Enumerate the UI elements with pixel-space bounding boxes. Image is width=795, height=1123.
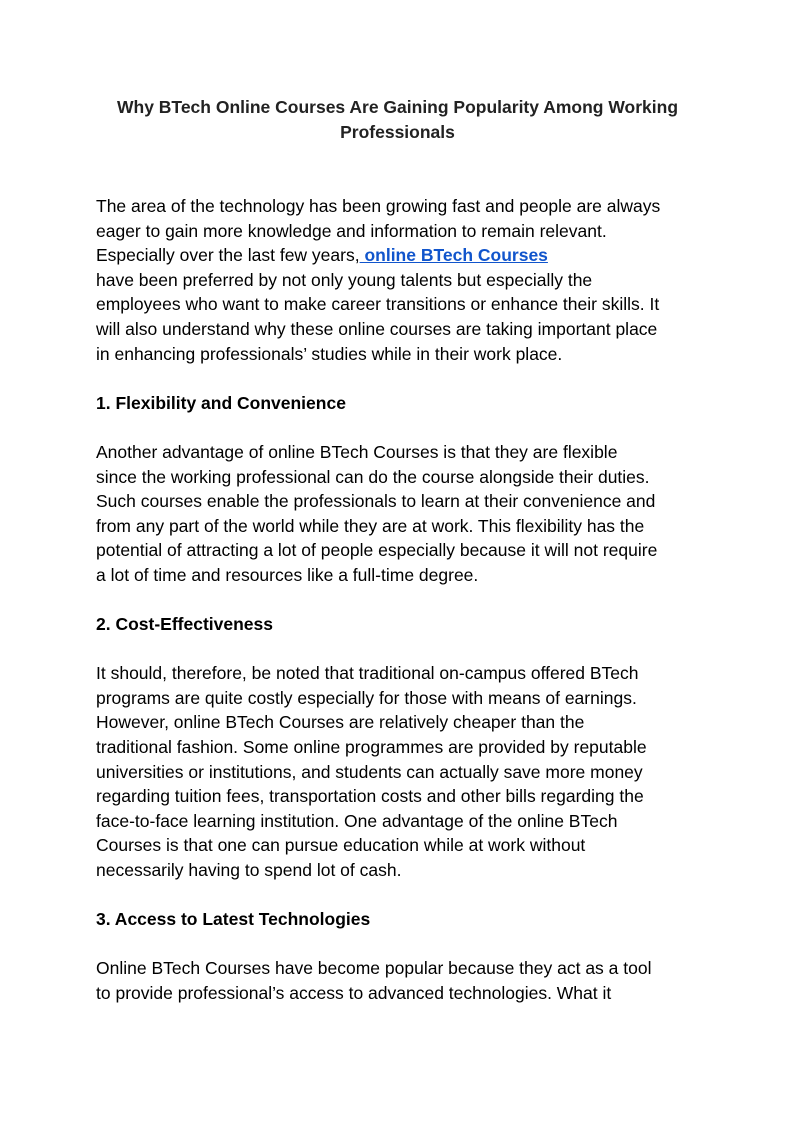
text-line: a lot of time and resources like a full-time degree.	[96, 564, 479, 585]
text-line: potential of attracting a lot of people especially because it will not require	[96, 540, 658, 561]
text-line: Courses is that one can pursue education while at work without	[96, 835, 586, 856]
text-line: programs are quite costly especially for those with means of earnings.	[96, 687, 637, 708]
cost-paragraph	[96, 661, 706, 882]
text-line: universities or institutions, and students can actually save more money	[96, 761, 643, 782]
section-heading-cost: 2. Cost-Effectiveness	[96, 614, 274, 635]
text-line: to provide professional’s access to advanced technologies. What it	[96, 983, 612, 1003]
text-line: have been preferred by not only young talents but especially the	[96, 269, 593, 290]
text-line: It should, therefore, be noted that traditional on-campus offered BTech	[96, 663, 639, 684]
title-line: Why BTech Online Courses Are Gaining Popularity Among Working	[116, 97, 679, 117]
flexibility-paragraph	[96, 440, 706, 588]
text-line: since the working professional can do the course alongside their duties.	[96, 466, 650, 487]
text-line: Another advantage of online BTech Courses is that they are flexible	[96, 441, 618, 462]
text-line: regarding tuition fees, transportation costs and other bills regarding the	[96, 786, 644, 807]
text-line: eager to gain more knowledge and information to remain relevant.	[96, 220, 607, 241]
text-line: will also understand why these online courses are taking important place	[96, 318, 658, 339]
document-body	[96, 194, 706, 1030]
text-line: from any part of the world while they are at work. This flexibility has the	[96, 515, 645, 536]
text-line: necessarily having to spend lot of cash.	[96, 860, 402, 881]
online-btech-courses-link[interactable]: online BTech Courses	[359, 245, 548, 266]
document-title	[96, 95, 699, 145]
text-line: face-to-face learning institution. One advantage of the online BTech	[96, 810, 618, 831]
text-line: in enhancing professionals’ studies while in their work place.	[96, 343, 563, 364]
text-line	[96, 243, 706, 268]
text-line: However, online BTech Courses are relatively cheaper than the	[96, 712, 585, 733]
text-line: employees who want to make career transitions or enhance their skills. It	[96, 294, 660, 315]
text-line: Online BTech Courses have become popular because they act as a tool	[96, 958, 652, 979]
text-line: Such courses enable the professionals to learn at their convenience and	[96, 491, 656, 512]
text-line: The area of the technology has been growing fast and people are always	[96, 196, 661, 216]
section-heading-technologies: 3. Access to Latest Technologies	[96, 909, 371, 930]
title-line: Professionals	[340, 122, 455, 142]
text-line: traditional fashion. Some online programmes are provided by reputable	[96, 737, 647, 758]
intro-paragraph	[96, 194, 706, 366]
technologies-paragraph	[96, 956, 706, 1005]
text-fragment: Especially over the last few years,	[96, 245, 360, 266]
section-heading-flexibility: 1. Flexibility and Convenience	[96, 392, 346, 413]
